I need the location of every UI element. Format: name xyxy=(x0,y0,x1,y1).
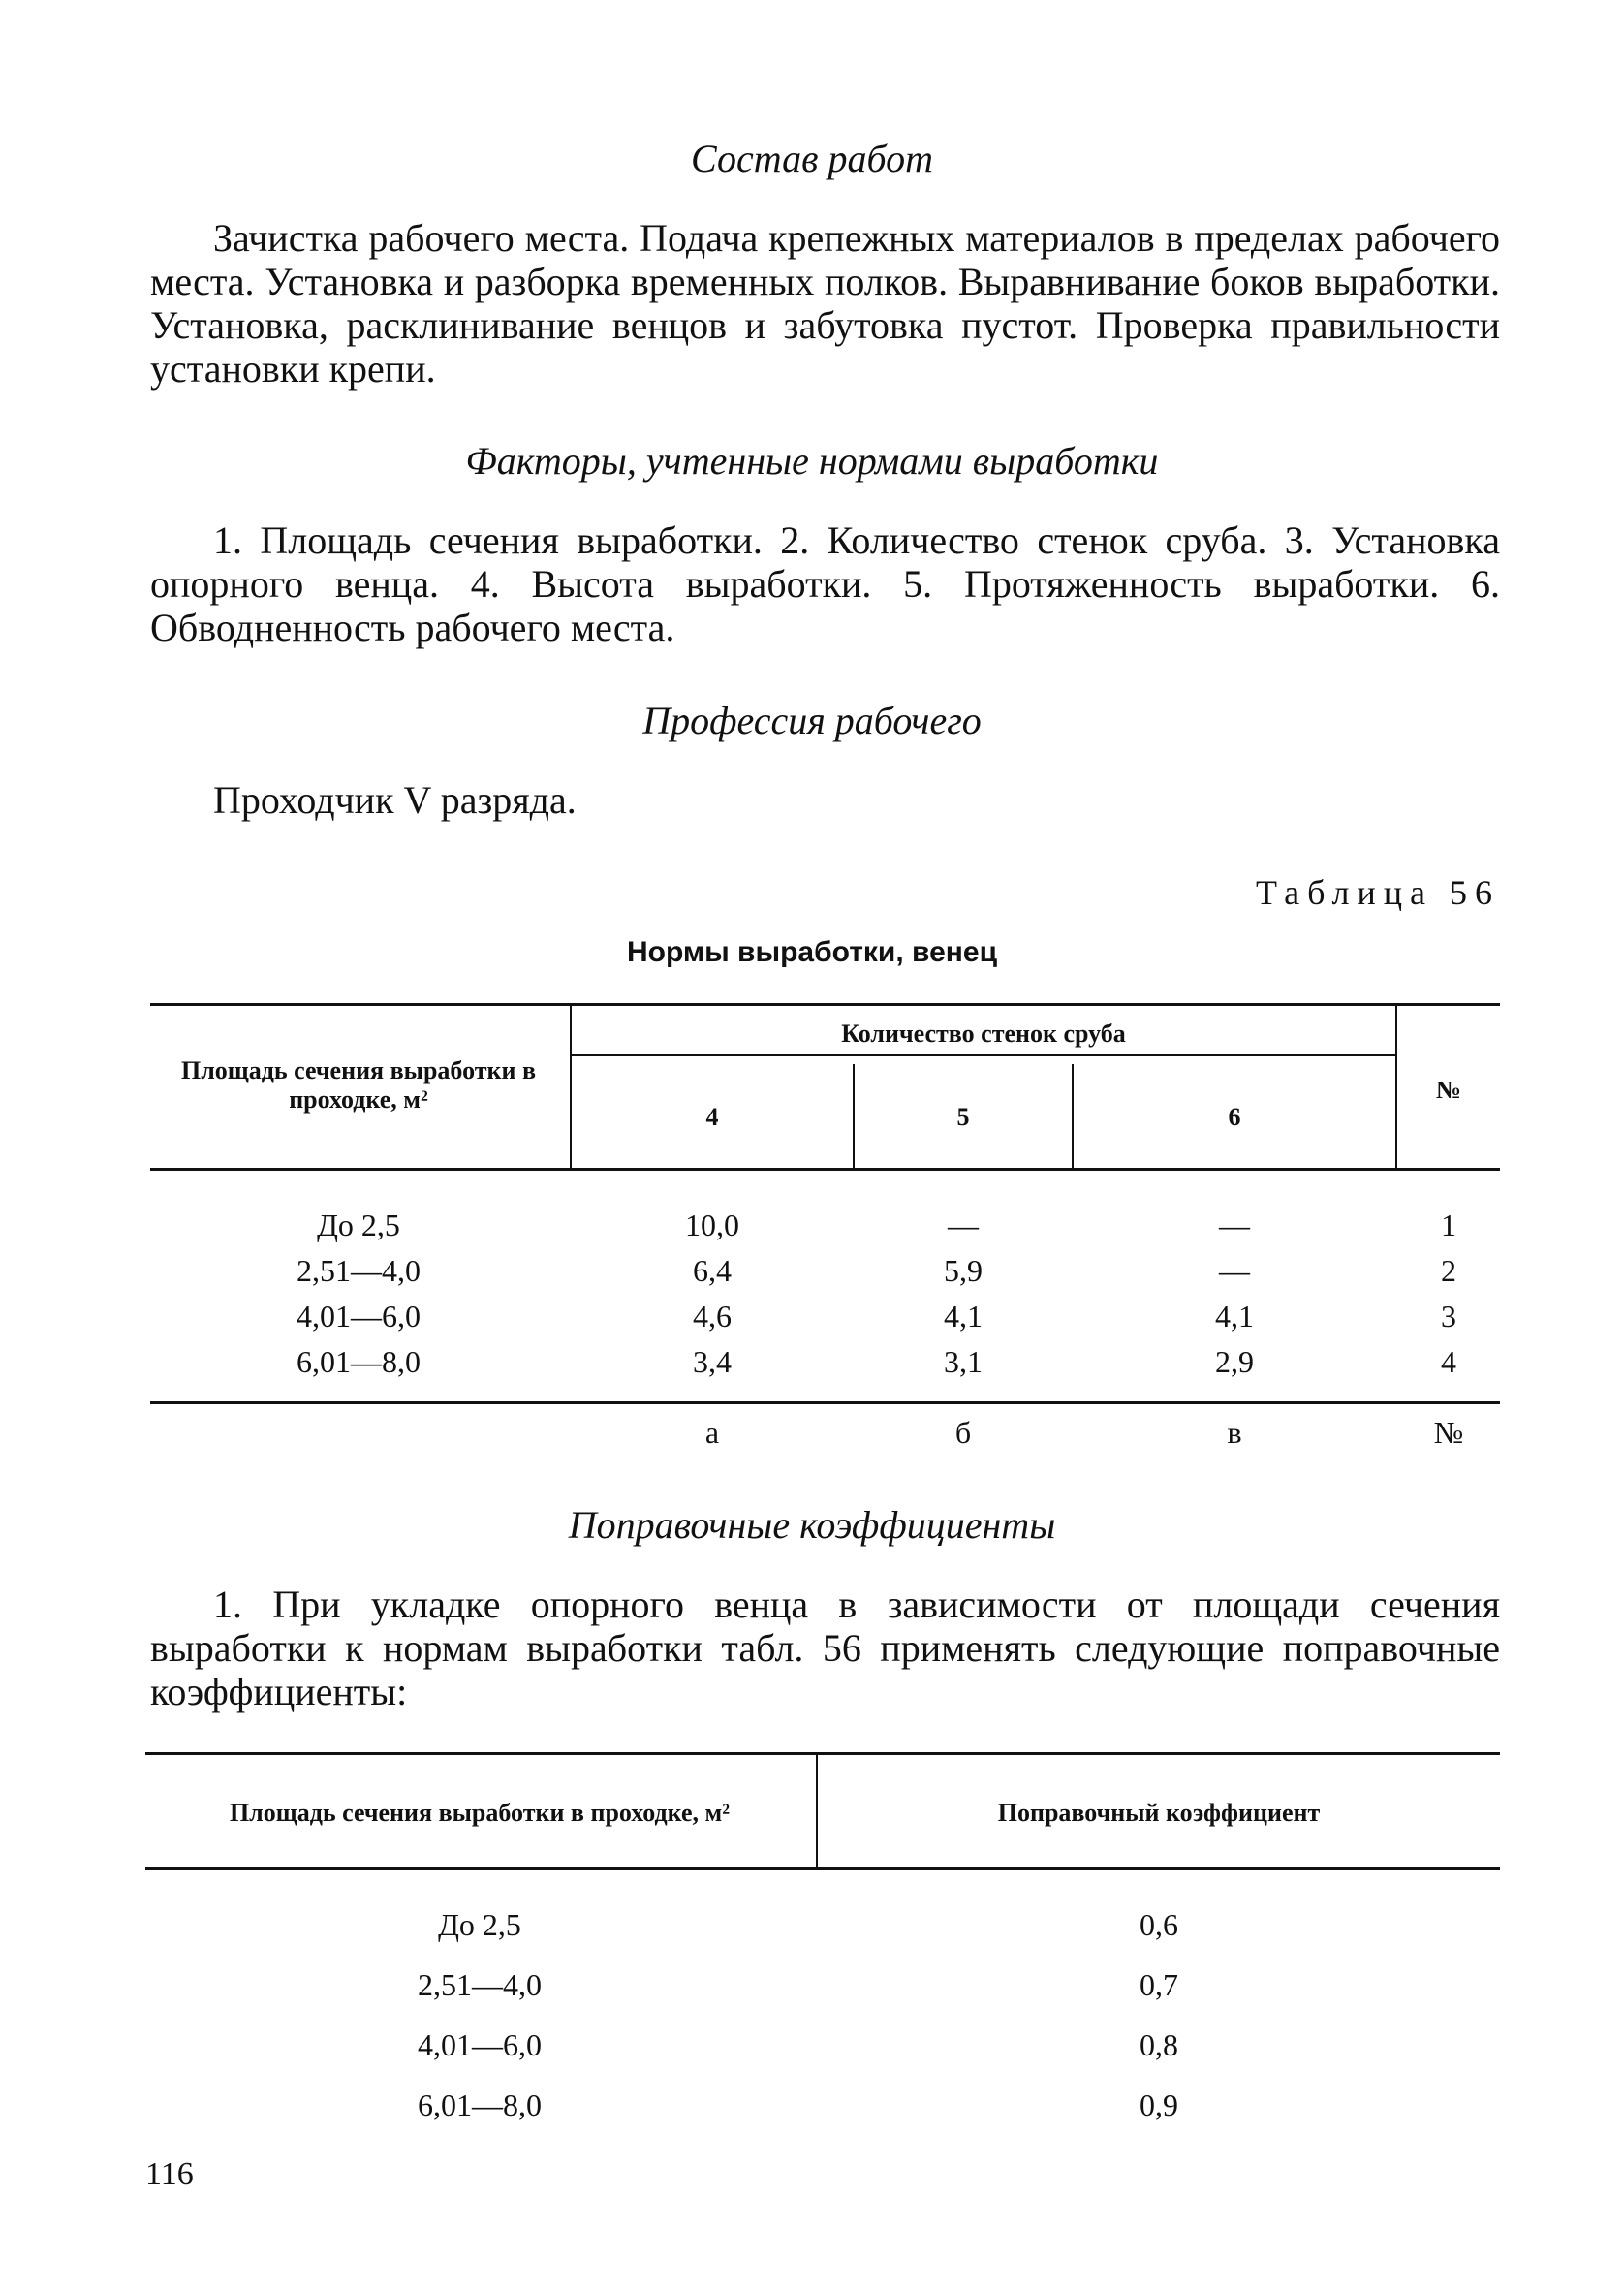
profession-text: Проходчик V разряда. xyxy=(213,778,577,822)
table-caption: Таблица 56 xyxy=(1256,873,1500,912)
table-row-area: 6,01—8,0 xyxy=(297,1344,421,1379)
table-row-num: 4 xyxy=(1441,1344,1456,1379)
corr-row-coef: 0,9 xyxy=(1140,2087,1178,2122)
table-cell: 3,1 xyxy=(944,1344,983,1379)
table-header-rule xyxy=(150,1168,1500,1171)
table-cell: — xyxy=(948,1208,979,1242)
table-cell: 6,4 xyxy=(693,1253,732,1288)
corr-col-coef: Поправочный коэффициент xyxy=(997,1799,1321,1827)
col-area-header: Площадь сечения выработки в проходке, м² xyxy=(180,1056,537,1114)
corr-header-rule xyxy=(145,1867,1500,1870)
table-group-rule xyxy=(572,1054,1395,1056)
table-row-area: 4,01—6,0 xyxy=(297,1299,421,1333)
table-row-area: 2,51—4,0 xyxy=(297,1253,421,1288)
corrections-text: 1. При укладке опорного венца в зависимости от площади сечения выработки к нормам выработки табл. 56 применять следующие поправочные коэффициенты: xyxy=(150,1583,1500,1713)
table-cell: 5,9 xyxy=(944,1253,983,1288)
composition-text: Зачистка рабочего места. Подача крепежных материалов в пределах рабочего места. Установка и разборка временных полков. Выравнивание боков выработки. Установка, расклинивание венцов и забутовка пустот. Проверка правильности установки крепи. xyxy=(150,216,1500,391)
table-footer-label: б xyxy=(954,1415,972,1450)
corr-row-area: 4,01—6,0 xyxy=(418,2027,542,2062)
corr-row-coef: 0,6 xyxy=(1140,1907,1178,1942)
table-row-num: 2 xyxy=(1441,1253,1456,1288)
table-cell: 3,4 xyxy=(693,1344,732,1379)
corr-row-coef: 0,8 xyxy=(1140,2027,1178,2062)
table-cell: 4,1 xyxy=(944,1299,983,1333)
table-top-rule xyxy=(150,1003,1500,1006)
table-row-area: До 2,5 xyxy=(317,1208,400,1242)
table-cell: 2,9 xyxy=(1215,1344,1254,1379)
table-cell: 4,6 xyxy=(693,1299,732,1333)
corr-row-area: 6,01—8,0 xyxy=(418,2087,542,2122)
table-cell: — xyxy=(1219,1208,1250,1242)
col-walls-5: 5 xyxy=(956,1103,970,1131)
corr-row-coef: 0,7 xyxy=(1140,1967,1178,2002)
table-title: Нормы выработки, венец xyxy=(626,936,998,968)
page-number: 116 xyxy=(145,2156,194,2192)
factors-title: Факторы, учтенные нормами выработки xyxy=(465,439,1159,483)
table-bottom-rule xyxy=(150,1401,1500,1404)
factors-text: 1. Площадь сечения выработки. 2. Количество стенок сруба. 3. Установка опорного венца. 4. Высота выработки. 5. Протяженность выработки. 6. Обводненность рабочего места. xyxy=(150,518,1500,649)
table-footer-label: в xyxy=(1227,1415,1242,1450)
corr-col-area: Площадь сечения выработки в проходке, м² xyxy=(229,1799,731,1827)
table-cell: 10,0 xyxy=(685,1208,739,1242)
profession-title: Профессия рабочего xyxy=(642,699,982,742)
table-row-num: 3 xyxy=(1441,1299,1456,1333)
table-cell: — xyxy=(1219,1253,1250,1288)
table-footer-label: № xyxy=(1433,1415,1464,1450)
col-walls-4: 4 xyxy=(705,1103,719,1131)
corr-row-area: 2,51—4,0 xyxy=(418,1967,542,2002)
corr-row-area: До 2,5 xyxy=(438,1907,521,1942)
col-walls-6: 6 xyxy=(1228,1103,1241,1131)
table-row-num: 1 xyxy=(1441,1208,1456,1242)
composition-title: Состав работ xyxy=(691,137,933,180)
col-num-header: № xyxy=(1435,1076,1462,1104)
table-cell: 4,1 xyxy=(1215,1299,1254,1333)
corr-top-rule xyxy=(145,1752,1500,1755)
col-group-header: Количество стенок сруба xyxy=(841,1020,1126,1048)
table-footer-label: а xyxy=(704,1415,720,1450)
corrections-title: Поправочные коэффициенты xyxy=(568,1503,1056,1547)
